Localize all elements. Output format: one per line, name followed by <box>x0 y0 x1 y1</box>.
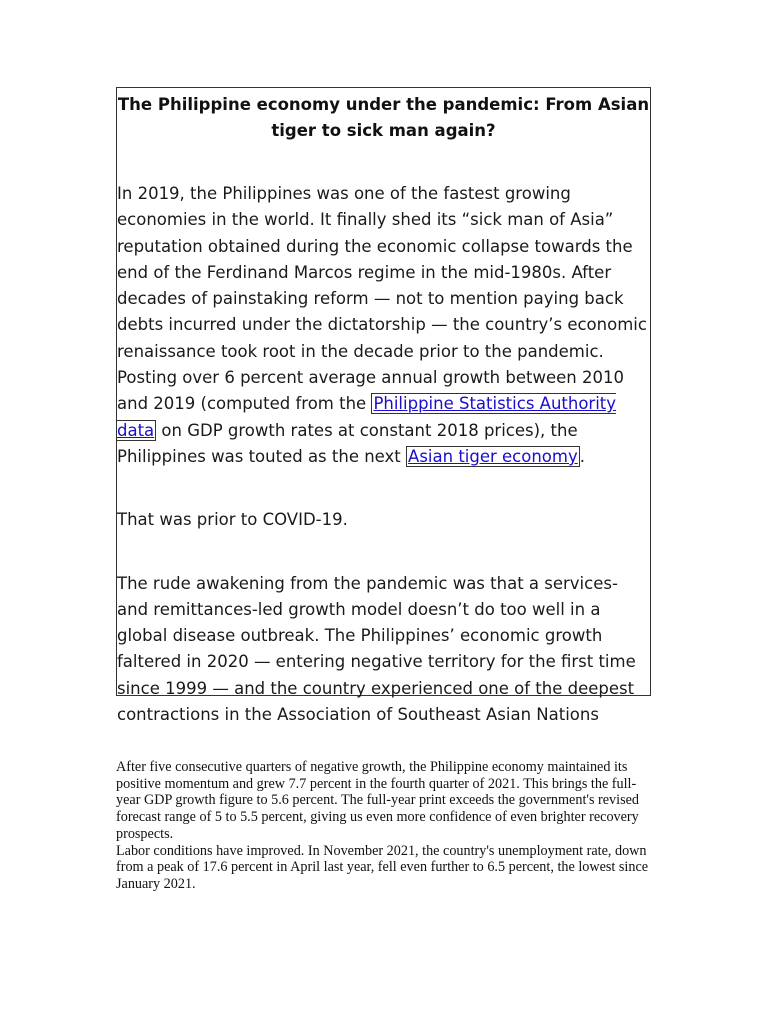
paragraph-1-text-end: . <box>579 446 585 466</box>
article-paragraph-1 <box>117 181 650 470</box>
psa-data-link[interactable]: Philippine Statistics Authority data <box>117 394 617 440</box>
paragraph-1-text-middle: on GDP growth rates at constant 2018 prices), the Philippines was touted as the next <box>117 420 578 466</box>
lower-paragraph-labor-conditions: Labor conditions have improved. In November 2021, the country's unemployment rate, down from a peak of 17.6 percent in April last year, fell even further to 6.5 percent, the lowest since January 2021. <box>116 842 649 892</box>
lower-text-block <box>116 759 656 893</box>
paragraph-1-text-start: In 2019, the Philippines was one of the fastest growing economies in the world. It finally shed its “sick man of Asia” reputation obtained during the economic collapse towards the end of the Ferdinand Marcos regime in the mid-1980s. After decades of painstaking reform — not to mention paying back debts incurred under the dictatorship — the country’s economic renaissance took root in the decade prior to the pandemic. Posting over 6 percent average annual growth between 2010 and 2019 (computed from the <box>117 184 647 414</box>
article-paragraph-2: That was prior to COVID-19. <box>117 510 348 530</box>
article-box <box>116 87 651 725</box>
article-paragraph-3: The rude awakening from the pandemic was that a services- and remittances-led growth model doesn’t do too well in a global disease outbreak. The Philippines’ economic growth faltered in 2020 — entering negative territory for the first time since 1999 — and the country experienced one of the deepest contractions in the Association of Southeast Asian Nations <box>117 573 636 725</box>
article-title: The Philippine economy under the pandemic: From Asian tiger to sick man again? <box>117 95 650 140</box>
asian-tiger-economy-link[interactable]: Asian tiger economy <box>408 446 578 466</box>
lower-paragraph-gdp-growth: After five consecutive quarters of negative growth, the Philippine economy maintained its positive momentum and grew 7.7 percent in the fourth quarter of 2021. This brings the full-year GDP growth figure to 5.6 percent. The full-year print exceeds the government's revised forecast range of 5 to 5.5 percent, giving us even more confidence of even brighter recovery prospects. <box>116 759 639 842</box>
